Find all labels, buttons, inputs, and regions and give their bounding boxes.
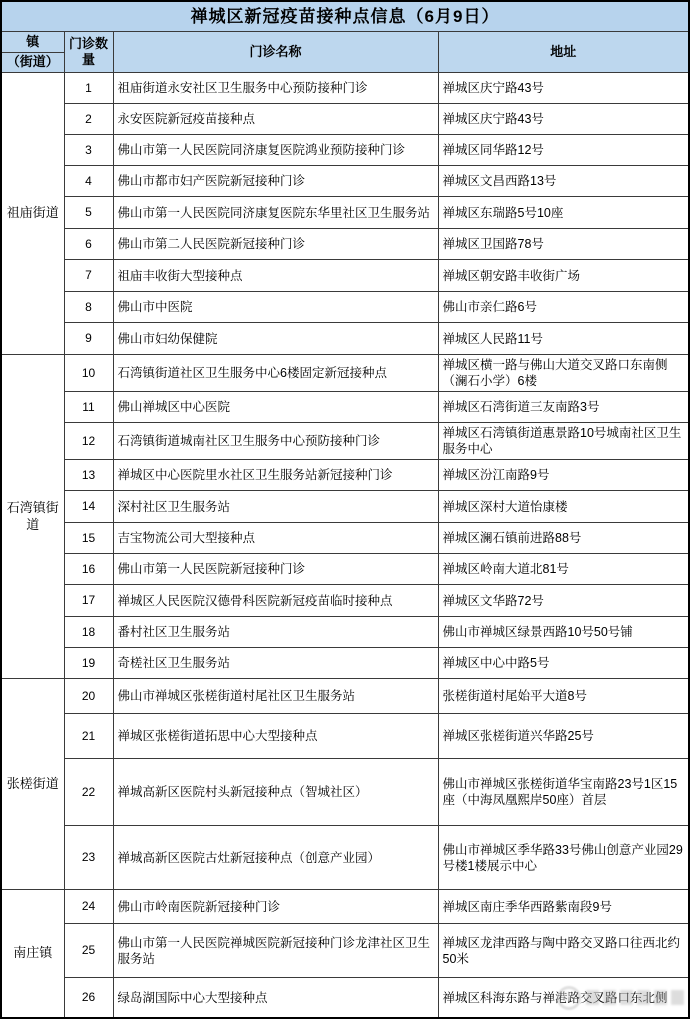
table-row (1, 197, 689, 229)
column-header-address: 地址 (438, 32, 689, 73)
clinic-number: 5 (64, 197, 113, 229)
clinic-name: 禅城高新区医院村头新冠接种点（智城社区） (113, 759, 438, 826)
column-header-town-line2: （街道） (6, 53, 59, 69)
clinic-number: 16 (64, 554, 113, 585)
clinic-address: 佛山市禅城区绿景西路10号50号铺 (438, 617, 689, 648)
clinic-number: 6 (64, 229, 113, 260)
clinic-number: 20 (64, 679, 113, 714)
clinic-name: 禅城高新区医院古灶新冠接种点（创意产业园） (113, 826, 438, 890)
group-cell: 张槎街道 (1, 679, 64, 890)
clinic-name: 佛山市中医院 (113, 292, 438, 323)
clinic-name: 吉宝物流公司大型接种点 (113, 523, 438, 554)
table-row (1, 229, 689, 260)
clinic-number: 21 (64, 714, 113, 759)
table-row (1, 554, 689, 585)
clinic-number: 7 (64, 260, 113, 292)
column-header-town (1, 32, 64, 73)
clinic-address: 禅城区庆宁路43号 (438, 73, 689, 104)
clinic-name: 禅城区张槎街道拓思中心大型接种点 (113, 714, 438, 759)
clinic-number: 15 (64, 523, 113, 554)
clinic-number: 26 (64, 978, 113, 1018)
column-header-count: 门诊数量 (64, 32, 113, 73)
table-row (1, 491, 689, 523)
clinic-address: 禅城区龙津西路与陶中路交叉路口往西北约50米 (438, 924, 689, 978)
clinic-address: 禅城区石湾镇街道惠景路10号城南社区卫生服务中心 (438, 423, 689, 460)
clinic-address: 禅城区文华路72号 (438, 585, 689, 617)
clinic-address: 禅城区科海东路与禅港路交叉路口东北侧 (438, 978, 689, 1018)
column-header-clinic: 门诊名称 (113, 32, 438, 73)
table-body (1, 1, 689, 1018)
clinic-number: 11 (64, 392, 113, 423)
table-row (1, 523, 689, 554)
table-row (1, 648, 689, 679)
clinic-name: 佛山市禅城区张槎街道村尾社区卫生服务站 (113, 679, 438, 714)
clinic-address: 禅城区庆宁路43号 (438, 104, 689, 135)
clinic-address: 禅城区澜石镇前进路88号 (438, 523, 689, 554)
clinic-number: 8 (64, 292, 113, 323)
clinic-number: 22 (64, 759, 113, 826)
clinic-address: 禅城区石湾街道三友南路3号 (438, 392, 689, 423)
clinic-name: 禅城区人民医院汉德骨科医院新冠疫苗临时接种点 (113, 585, 438, 617)
clinic-address: 禅城区南庄季华西路紫南段9号 (438, 890, 689, 924)
clinic-name: 佛山市妇幼保健院 (113, 323, 438, 355)
table-row (1, 104, 689, 135)
table-row (1, 679, 689, 714)
clinic-number: 4 (64, 166, 113, 197)
table-row (1, 73, 689, 104)
clinic-number: 12 (64, 423, 113, 460)
clinic-number: 24 (64, 890, 113, 924)
clinic-address: 禅城区文昌西路13号 (438, 166, 689, 197)
clinic-number: 14 (64, 491, 113, 523)
clinic-name: 佛山市第一人民医院同济康复医院东华里社区卫生服务站 (113, 197, 438, 229)
table-row (1, 924, 689, 978)
clinic-address: 佛山市禅城区季华路33号佛山创意产业园29号楼1楼展示中心 (438, 826, 689, 890)
clinic-name: 石湾镇街道城南社区卫生服务中心预防接种门诊 (113, 423, 438, 460)
clinic-name: 佛山禅城区中心医院 (113, 392, 438, 423)
table-row (1, 135, 689, 166)
clinic-address: 禅城区张槎街道兴华路25号 (438, 714, 689, 759)
group-cell: 石湾镇街道 (1, 355, 64, 679)
column-header-town-line1: 镇 (2, 32, 64, 53)
clinic-name: 祖庙丰收街大型接种点 (113, 260, 438, 292)
clinic-address: 禅城区岭南大道北81号 (438, 554, 689, 585)
clinic-address: 禅城区同华路12号 (438, 135, 689, 166)
table-row (1, 166, 689, 197)
clinic-address: 禅城区中心中路5号 (438, 648, 689, 679)
clinic-number: 13 (64, 460, 113, 491)
table-row (1, 714, 689, 759)
clinic-address: 禅城区深村大道怡康楼 (438, 491, 689, 523)
table-row (1, 978, 689, 1018)
clinic-name: 奇槎社区卫生服务站 (113, 648, 438, 679)
clinic-address: 禅城区朝安路丰收街广场 (438, 260, 689, 292)
clinic-address: 禅城区横一路与佛山大道交叉路口东南侧（澜石小学）6楼 (438, 355, 689, 392)
clinic-name: 佛山市都市妇产医院新冠接种门诊 (113, 166, 438, 197)
clinic-number: 10 (64, 355, 113, 392)
clinic-address: 禅城区汾江南路9号 (438, 460, 689, 491)
clinic-name: 佛山市第一人民医院同济康复医院鸿业预防接种门诊 (113, 135, 438, 166)
clinic-address: 佛山市禅城区张槎街道华宝南路23号1区15座（中海凤凰熙岸50座）首层 (438, 759, 689, 826)
clinic-address: 佛山市亲仁路6号 (438, 292, 689, 323)
clinic-number: 3 (64, 135, 113, 166)
clinic-name: 祖庙街道永安社区卫生服务中心预防接种门诊 (113, 73, 438, 104)
clinic-name: 永安医院新冠疫苗接种点 (113, 104, 438, 135)
clinic-name: 禅城区中心医院里水社区卫生服务站新冠接种门诊 (113, 460, 438, 491)
clinic-address: 禅城区东瑞路5号10座 (438, 197, 689, 229)
clinic-address: 禅城区卫国路78号 (438, 229, 689, 260)
clinic-number: 17 (64, 585, 113, 617)
clinic-name: 佛山市岭南医院新冠接种门诊 (113, 890, 438, 924)
table-row (1, 355, 689, 392)
clinic-number: 25 (64, 924, 113, 978)
clinic-name: 绿岛湖国际中心大型接种点 (113, 978, 438, 1018)
table-row (1, 260, 689, 292)
table-row (1, 617, 689, 648)
table-row (1, 292, 689, 323)
clinic-address: 禅城区人民路11号 (438, 323, 689, 355)
header-row (1, 32, 689, 73)
title-row (1, 1, 689, 32)
clinic-number: 1 (64, 73, 113, 104)
clinic-number: 9 (64, 323, 113, 355)
clinic-name: 佛山市第一人民医院禅城医院新冠接种门诊龙津社区卫生服务站 (113, 924, 438, 978)
table-row (1, 423, 689, 460)
clinic-number: 19 (64, 648, 113, 679)
clinic-number: 2 (64, 104, 113, 135)
clinic-number: 18 (64, 617, 113, 648)
group-cell: 南庄镇 (1, 890, 64, 1018)
table-row (1, 460, 689, 491)
table-row (1, 826, 689, 890)
clinic-address: 张槎街道村尾始平大道8号 (438, 679, 689, 714)
clinic-name: 佛山市第一人民医院新冠接种门诊 (113, 554, 438, 585)
clinic-number: 23 (64, 826, 113, 890)
clinic-name: 佛山市第二人民医院新冠接种门诊 (113, 229, 438, 260)
table-row (1, 759, 689, 826)
page-title: 禅城区新冠疫苗接种点信息（6月9日） (1, 1, 689, 32)
clinic-name: 深村社区卫生服务站 (113, 491, 438, 523)
table-row (1, 890, 689, 924)
clinic-name: 番村社区卫生服务站 (113, 617, 438, 648)
clinic-name: 石湾镇街道社区卫生服务中心6楼固定新冠接种点 (113, 355, 438, 392)
table-row (1, 323, 689, 355)
group-cell: 祖庙街道 (1, 73, 64, 355)
table-row (1, 585, 689, 617)
table-row (1, 392, 689, 423)
